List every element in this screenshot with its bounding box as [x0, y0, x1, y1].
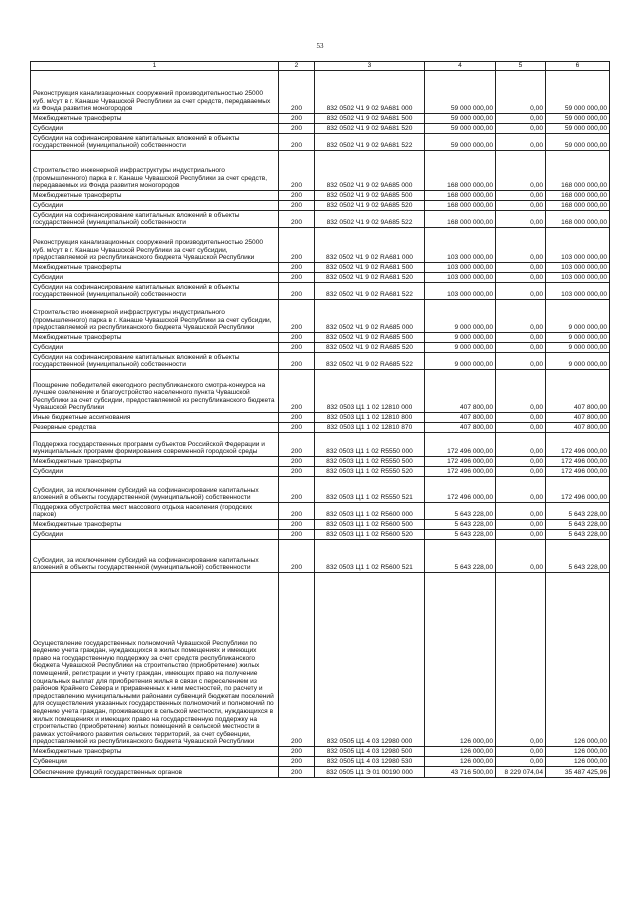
table-row	[31, 151, 610, 191]
row-amount-cell: 59 000 000,00	[425, 71, 496, 114]
row-vr-cell: 200	[279, 300, 315, 333]
row-name-cell: Субсидии, за исключением субсидий на софинансирование капитальных вложений в объекты государственной (муниципальной) собственности	[31, 540, 279, 573]
table-row	[31, 228, 610, 263]
row-code-cell: 832 0502 Ч1 9 02 RA685 500	[315, 333, 425, 343]
row-code-cell: 832 0503 Ц1 1 02 R5550 521	[315, 477, 425, 503]
row-name-cell: Субсидии на софинансирование капитальных вложений в объекты государственной (муниципальной) собственности	[31, 353, 279, 370]
row-name-cell: Резервные средства	[31, 423, 279, 433]
row-amount-cell: 5 643 228,00	[425, 503, 496, 520]
row-balance-cell: 172 496 000,00	[546, 477, 610, 503]
row-execution-cell: 0,00	[496, 423, 546, 433]
header-cell: 2	[279, 62, 315, 71]
row-execution-cell: 8 229 074,04	[496, 767, 546, 778]
row-name-cell: Строительство инженерной инфраструктуры индустриального (промышленного) парка в г. Канаше Чувашской Республики за счет средств, передаваемых из Фонда развития моногородов	[31, 151, 279, 191]
row-code-cell: 832 0503 Ц1 1 02 12810 870	[315, 423, 425, 433]
row-vr-cell: 200	[279, 757, 315, 767]
row-vr-cell: 200	[279, 433, 315, 457]
row-code-cell: 832 0503 Ц1 1 02 R5600 000	[315, 503, 425, 520]
row-vr-cell: 200	[279, 191, 315, 201]
row-execution-cell: 0,00	[496, 757, 546, 767]
row-vr-cell: 200	[279, 530, 315, 540]
row-amount-cell: 126 000,00	[425, 747, 496, 757]
row-balance-cell: 407 800,00	[546, 413, 610, 423]
table-row	[31, 333, 610, 343]
row-execution-cell: 0,00	[496, 300, 546, 333]
row-amount-cell: 126 000,00	[425, 757, 496, 767]
header-cell: 1	[31, 62, 279, 71]
row-name-cell: Реконструкция канализационных сооружений производительностью 25000 куб. м/сут в г. Канаше Чувашской Республики за счет субсидии, предоставляемой из республиканского бюджета Чувашской Республики	[31, 228, 279, 263]
table-row	[31, 467, 610, 477]
row-name-cell: Межбюджетные трансферты	[31, 747, 279, 757]
row-code-cell: 832 0505 Ц1 4 03 12980 530	[315, 757, 425, 767]
row-balance-cell: 5 643 228,00	[546, 530, 610, 540]
row-vr-cell: 200	[279, 503, 315, 520]
row-code-cell: 832 0503 Ц1 1 02 R5600 521	[315, 540, 425, 573]
row-execution-cell: 0,00	[496, 273, 546, 283]
table-row	[31, 263, 610, 273]
row-code-cell: 832 0502 Ч1 9 02 9А685 520	[315, 201, 425, 211]
row-name-cell: Субсидии, за исключением субсидий на софинансирование капитальных вложений в объекты государственной (муниципальной) собственности	[31, 477, 279, 503]
row-name-cell: Субсидии на софинансирование капитальных вложений в объекты государственной (муниципальной) собственности	[31, 211, 279, 228]
row-execution-cell: 0,00	[496, 503, 546, 520]
row-name-cell: Осуществление государственных полномочий Чувашской Республики по ведению учета граждан, нуждающихся в жилых помещениях и имеющих право на государственную поддержку за счет средств республиканского бюджета Чувашской Республики на строительство (приобретение) жилых помещений, регистрации и учету граждан, имеющих право на получение социальных выплат для приобретения жилья в связи с переселением из районов Крайнего Севера и приравненных к ним местностей, по расчету и предоставлению муниципальными районами субвенций бюджетам поселений для осуществления указанных государственных полномочий и полномочий по ведению учета граждан, проживающих в сельской местности, нуждающихся в жилых помещениях и имеющих право на государственную поддержку на строительство (приобретение) жилых помещений в сельской местности в рамках устойчивого развития сельских территорий, за счет субвенции, предоставляемой из республиканского бюджета Чувашской Республики	[31, 573, 279, 747]
row-execution-cell: 0,00	[496, 540, 546, 573]
row-vr-cell: 200	[279, 71, 315, 114]
row-balance-cell: 172 496 000,00	[546, 433, 610, 457]
row-amount-cell: 103 000 000,00	[425, 273, 496, 283]
row-vr-cell: 200	[279, 124, 315, 134]
row-amount-cell: 59 000 000,00	[425, 134, 496, 151]
row-balance-cell: 126 000,00	[546, 757, 610, 767]
row-execution-cell: 0,00	[496, 413, 546, 423]
table-row	[31, 273, 610, 283]
table-row	[31, 457, 610, 467]
table-row	[31, 573, 610, 747]
row-name-cell: Межбюджетные трансферты	[31, 114, 279, 124]
row-name-cell: Поддержка обустройства мест массового отдыха населения (городских парков)	[31, 503, 279, 520]
table-row	[31, 124, 610, 134]
row-execution-cell: 0,00	[496, 191, 546, 201]
row-amount-cell: 168 000 000,00	[425, 201, 496, 211]
row-vr-cell: 200	[279, 467, 315, 477]
row-vr-cell: 200	[279, 151, 315, 191]
row-vr-cell: 200	[279, 353, 315, 370]
row-balance-cell: 168 000 000,00	[546, 201, 610, 211]
row-vr-cell: 200	[279, 114, 315, 124]
row-vr-cell: 200	[279, 520, 315, 530]
table-row	[31, 300, 610, 333]
row-name-cell: Субсидии	[31, 124, 279, 134]
row-code-cell: 832 0502 Ч1 9 02 RA681 520	[315, 273, 425, 283]
row-code-cell: 832 0503 Ц1 1 02 12810 000	[315, 370, 425, 413]
table-row	[31, 503, 610, 520]
row-code-cell: 832 0502 Ч1 9 02 RA681 500	[315, 263, 425, 273]
table-row	[31, 540, 610, 573]
table-row	[31, 201, 610, 211]
table-row	[31, 211, 610, 228]
row-code-cell: 832 0502 Ч1 9 02 9А681 500	[315, 114, 425, 124]
row-vr-cell: 200	[279, 413, 315, 423]
row-amount-cell: 5 643 228,00	[425, 530, 496, 540]
row-code-cell: 832 0503 Ц1 1 02 R5600 520	[315, 530, 425, 540]
row-code-cell: 832 0503 Ц1 1 02 R5600 500	[315, 520, 425, 530]
header-cell: 4	[425, 62, 496, 71]
row-amount-cell: 9 000 000,00	[425, 300, 496, 333]
row-balance-cell: 103 000 000,00	[546, 263, 610, 273]
row-amount-cell: 5 643 228,00	[425, 540, 496, 573]
row-name-cell: Субсидии на софинансирование капитальных вложений в объекты государственной (муниципальной) собственности	[31, 134, 279, 151]
row-balance-cell: 59 000 000,00	[546, 71, 610, 114]
row-amount-cell: 407 800,00	[425, 370, 496, 413]
table-row	[31, 413, 610, 423]
row-code-cell: 832 0502 Ч1 9 02 RA681 000	[315, 228, 425, 263]
row-balance-cell: 5 643 228,00	[546, 503, 610, 520]
row-name-cell: Межбюджетные трансферты	[31, 333, 279, 343]
row-amount-cell: 172 496 000,00	[425, 457, 496, 467]
row-name-cell: Межбюджетные трансферты	[31, 191, 279, 201]
row-name-cell: Межбюджетные трансферты	[31, 457, 279, 467]
row-balance-cell: 9 000 000,00	[546, 343, 610, 353]
row-balance-cell: 59 000 000,00	[546, 114, 610, 124]
row-execution-cell: 0,00	[496, 114, 546, 124]
row-code-cell: 832 0502 Ч1 9 02 9А685 500	[315, 191, 425, 201]
row-balance-cell: 126 000,00	[546, 747, 610, 757]
row-vr-cell: 200	[279, 370, 315, 413]
row-amount-cell: 407 800,00	[425, 423, 496, 433]
row-balance-cell: 407 800,00	[546, 370, 610, 413]
row-name-cell: Субсидии	[31, 273, 279, 283]
row-amount-cell: 172 496 000,00	[425, 477, 496, 503]
row-amount-cell: 9 000 000,00	[425, 333, 496, 343]
row-vr-cell: 200	[279, 283, 315, 300]
row-execution-cell: 0,00	[496, 477, 546, 503]
row-amount-cell: 168 000 000,00	[425, 191, 496, 201]
row-balance-cell: 9 000 000,00	[546, 353, 610, 370]
row-vr-cell: 200	[279, 273, 315, 283]
row-execution-cell: 0,00	[496, 343, 546, 353]
row-execution-cell: 0,00	[496, 134, 546, 151]
row-balance-cell: 59 000 000,00	[546, 124, 610, 134]
row-execution-cell: 0,00	[496, 457, 546, 467]
table-row	[31, 757, 610, 767]
row-execution-cell: 0,00	[496, 211, 546, 228]
page-number: 53	[316, 42, 324, 50]
row-execution-cell: 0,00	[496, 228, 546, 263]
row-code-cell: 832 0502 Ч1 9 02 9А681 522	[315, 134, 425, 151]
header-cell: 3	[315, 62, 425, 71]
row-vr-cell: 200	[279, 540, 315, 573]
row-vr-cell: 200	[279, 457, 315, 467]
row-vr-cell: 200	[279, 263, 315, 273]
row-code-cell: 832 0505 Ц1 4 03 12980 500	[315, 747, 425, 757]
row-name-cell: Субсидии	[31, 343, 279, 353]
table-row	[31, 114, 610, 124]
table-row	[31, 370, 610, 413]
row-name-cell: Межбюджетные трансферты	[31, 520, 279, 530]
row-balance-cell: 172 496 000,00	[546, 457, 610, 467]
row-balance-cell: 103 000 000,00	[546, 273, 610, 283]
row-code-cell: 832 0502 Ч1 9 02 RA685 520	[315, 343, 425, 353]
row-amount-cell: 126 000,00	[425, 573, 496, 747]
table-row	[31, 433, 610, 457]
row-code-cell: 832 0502 Ч1 9 02 9А681 520	[315, 124, 425, 134]
row-amount-cell: 103 000 000,00	[425, 283, 496, 300]
row-balance-cell: 168 000 000,00	[546, 191, 610, 201]
row-amount-cell: 59 000 000,00	[425, 114, 496, 124]
table-row	[31, 191, 610, 201]
row-execution-cell: 0,00	[496, 151, 546, 191]
row-amount-cell: 168 000 000,00	[425, 211, 496, 228]
row-balance-cell: 59 000 000,00	[546, 134, 610, 151]
row-execution-cell: 0,00	[496, 353, 546, 370]
table-row	[31, 134, 610, 151]
row-balance-cell: 5 643 228,00	[546, 520, 610, 530]
row-code-cell: 832 0505 Ц1 4 03 12980 000	[315, 573, 425, 747]
header-cell: 6	[546, 62, 610, 71]
row-name-cell: Субсидии	[31, 467, 279, 477]
row-vr-cell: 200	[279, 477, 315, 503]
row-name-cell: Поддержка государственных программ субъектов Российской Федерации и муниципальных программ формирования современной городской среды	[31, 433, 279, 457]
row-name-cell: Строительство инженерной инфраструктуры индустриального (промышленного) парка в г. Канаше Чувашской Республики за счет субсидии, предоставляемой из республиканского бюджета Чувашской Республики	[31, 300, 279, 333]
row-execution-cell: 0,00	[496, 71, 546, 114]
row-amount-cell: 9 000 000,00	[425, 353, 496, 370]
row-code-cell: 832 0503 Ц1 1 02 R5550 520	[315, 467, 425, 477]
row-amount-cell: 103 000 000,00	[425, 228, 496, 263]
row-amount-cell: 43 716 500,00	[425, 767, 496, 778]
row-balance-cell: 103 000 000,00	[546, 283, 610, 300]
budget-table	[30, 61, 610, 778]
row-amount-cell: 59 000 000,00	[425, 124, 496, 134]
table-row	[31, 343, 610, 353]
row-name-cell: Реконструкция канализационных сооружений производительностью 25000 куб. м/сут в г. Канаше Чувашской Республики за счет средств, передаваемых из Фонда развития моногородов	[31, 71, 279, 114]
row-name-cell: Поощрение победителей ежегодного республиканского смотра-конкурса на лучшее озеленение и благоустройство населенного пункта Чувашской Республики за счет субсидии, предоставляемой из республиканского бюджета Чувашской Республики	[31, 370, 279, 413]
row-amount-cell: 172 496 000,00	[425, 467, 496, 477]
row-code-cell: 832 0502 Ч1 9 02 9А681 000	[315, 71, 425, 114]
row-vr-cell: 200	[279, 228, 315, 263]
row-code-cell: 832 0503 Ц1 1 02 12810 800	[315, 413, 425, 423]
row-code-cell: 832 0502 Ч1 9 02 RA685 522	[315, 353, 425, 370]
row-balance-cell: 126 000,00	[546, 573, 610, 747]
header-cell: 5	[496, 62, 546, 71]
row-balance-cell: 407 800,00	[546, 423, 610, 433]
table-row	[31, 520, 610, 530]
row-code-cell: 832 0503 Ц1 1 02 R5550 000	[315, 433, 425, 457]
row-execution-cell: 0,00	[496, 520, 546, 530]
row-code-cell: 832 0502 Ч1 9 02 9А685 000	[315, 151, 425, 191]
row-code-cell: 832 0503 Ц1 1 02 R5550 500	[315, 457, 425, 467]
row-balance-cell: 5 643 228,00	[546, 540, 610, 573]
row-name-cell: Обеспечение функций государственных органов	[31, 767, 279, 778]
row-execution-cell: 0,00	[496, 333, 546, 343]
row-amount-cell: 172 496 000,00	[425, 433, 496, 457]
row-execution-cell: 0,00	[496, 370, 546, 413]
row-name-cell: Субсидии	[31, 201, 279, 211]
row-execution-cell: 0,00	[496, 124, 546, 134]
row-code-cell: 832 0502 Ч1 9 02 RA685 000	[315, 300, 425, 333]
row-execution-cell: 0,00	[496, 573, 546, 747]
row-execution-cell: 0,00	[496, 433, 546, 457]
table-row	[31, 423, 610, 433]
row-balance-cell: 168 000 000,00	[546, 211, 610, 228]
row-vr-cell: 200	[279, 343, 315, 353]
row-execution-cell: 0,00	[496, 530, 546, 540]
row-execution-cell: 0,00	[496, 467, 546, 477]
row-vr-cell: 200	[279, 134, 315, 151]
table-row	[31, 283, 610, 300]
row-balance-cell: 9 000 000,00	[546, 300, 610, 333]
row-execution-cell: 0,00	[496, 263, 546, 273]
row-code-cell: 832 0502 Ч1 9 02 9А685 522	[315, 211, 425, 228]
row-execution-cell: 0,00	[496, 283, 546, 300]
row-balance-cell: 103 000 000,00	[546, 228, 610, 263]
row-execution-cell: 0,00	[496, 747, 546, 757]
row-vr-cell: 200	[279, 747, 315, 757]
row-amount-cell: 407 800,00	[425, 413, 496, 423]
row-amount-cell: 103 000 000,00	[425, 263, 496, 273]
row-balance-cell: 9 000 000,00	[546, 333, 610, 343]
row-vr-cell: 200	[279, 333, 315, 343]
row-name-cell: Субсидии на софинансирование капитальных вложений в объекты государственной (муниципальной) собственности	[31, 283, 279, 300]
table-row	[31, 747, 610, 757]
row-vr-cell: 200	[279, 573, 315, 747]
row-vr-cell: 200	[279, 423, 315, 433]
row-code-cell: 832 0502 Ч1 9 02 RA681 522	[315, 283, 425, 300]
row-name-cell: Иные бюджетные ассигнования	[31, 413, 279, 423]
row-amount-cell: 168 000 000,00	[425, 151, 496, 191]
row-balance-cell: 168 000 000,00	[546, 151, 610, 191]
table-row	[31, 530, 610, 540]
row-balance-cell: 35 487 425,96	[546, 767, 610, 778]
row-balance-cell: 172 496 000,00	[546, 467, 610, 477]
table-header-row	[31, 62, 610, 71]
row-execution-cell: 0,00	[496, 201, 546, 211]
row-name-cell: Субвенции	[31, 757, 279, 767]
row-vr-cell: 200	[279, 211, 315, 228]
table-row	[31, 71, 610, 114]
row-name-cell: Межбюджетные трансферты	[31, 263, 279, 273]
row-amount-cell: 9 000 000,00	[425, 343, 496, 353]
table-row	[31, 767, 610, 778]
row-name-cell: Субсидии	[31, 530, 279, 540]
table-row	[31, 477, 610, 503]
row-vr-cell: 200	[279, 201, 315, 211]
row-vr-cell: 200	[279, 767, 315, 778]
row-amount-cell: 5 643 228,00	[425, 520, 496, 530]
table-row	[31, 353, 610, 370]
row-code-cell: 832 0505 Ц1 Э 01 00190 000	[315, 767, 425, 778]
